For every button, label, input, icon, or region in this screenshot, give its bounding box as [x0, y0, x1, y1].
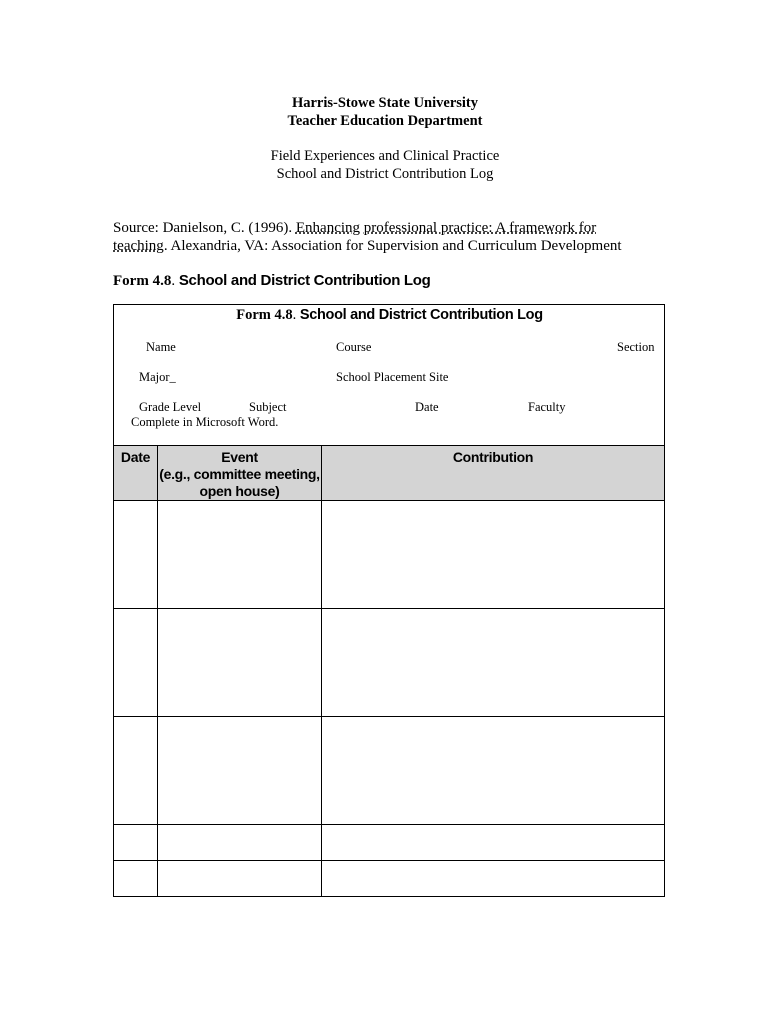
source-prefix: Source: Danielson, C. (1996). [113, 220, 296, 236]
source-line-2 [113, 237, 622, 255]
course-label[interactable]: Course [336, 340, 372, 354]
date-cell[interactable] [114, 717, 158, 825]
date-cell[interactable] [114, 825, 158, 861]
column-header-row [114, 446, 665, 501]
contribution-cell[interactable] [322, 501, 665, 609]
subject-label[interactable]: Subject [249, 400, 287, 414]
form-title-separator: . [292, 307, 300, 323]
form-title [114, 307, 665, 324]
form-heading-separator: . [171, 273, 179, 289]
faculty-label[interactable]: Faculty [528, 400, 566, 414]
event-cell[interactable] [158, 861, 322, 897]
info-cell [114, 305, 665, 446]
table-row [114, 609, 665, 717]
form-heading-number: Form 4.8 [113, 273, 172, 289]
source-suffix: . Alexandria, VA: Association for Supervision and Curriculum Development [163, 238, 622, 254]
subtitle-field-experiences: Field Experiences and Clinical Practice [270, 148, 500, 164]
event-header-line3: open house) [199, 483, 280, 499]
table-row [114, 717, 665, 825]
school-placement-site-label[interactable]: School Placement Site [336, 370, 449, 384]
date-cell[interactable] [114, 861, 158, 897]
event-header-line1: Event [221, 449, 258, 465]
department-name: Teacher Education Department [287, 113, 483, 129]
name-label[interactable]: Name [146, 340, 176, 354]
source-title-part2: teaching [113, 238, 164, 254]
table-row [114, 825, 665, 861]
event-column-header [158, 446, 322, 501]
date-cell[interactable] [114, 501, 158, 609]
table-row [114, 501, 665, 609]
form-title-number: Form 4.8 [236, 307, 293, 323]
source-title-part1: Enhancing professional practice: A framework for [295, 220, 597, 236]
event-cell[interactable] [158, 501, 322, 609]
date-cell[interactable] [114, 609, 158, 717]
grade-level-label[interactable]: Grade Level [139, 400, 202, 414]
contribution-column-header: Contribution [322, 446, 665, 501]
contribution-log-table [113, 304, 665, 897]
form-title-text: School and District Contribution Log [299, 307, 543, 323]
university-name: Harris-Stowe State University [291, 95, 479, 111]
contribution-cell[interactable] [322, 717, 665, 825]
event-cell[interactable] [158, 717, 322, 825]
contribution-cell[interactable] [322, 609, 665, 717]
event-header-line2: (e.g., committee meeting, [159, 466, 320, 482]
date-label[interactable]: Date [415, 400, 439, 414]
major-label[interactable]: Major_ [139, 370, 176, 384]
event-cell[interactable] [158, 825, 322, 861]
complete-in-word-note: Complete in Microsoft Word. [131, 415, 279, 429]
section-label[interactable]: Section [617, 340, 655, 354]
event-cell[interactable] [158, 609, 322, 717]
form-heading [113, 272, 431, 290]
subtitle-contribution-log: School and District Contribution Log [276, 166, 494, 182]
contribution-cell[interactable] [322, 825, 665, 861]
contribution-cell[interactable] [322, 861, 665, 897]
info-row [114, 305, 665, 446]
source-line-1 [113, 219, 596, 237]
date-column-header: Date [114, 446, 158, 501]
table-row [114, 861, 665, 897]
form-heading-title: School and District Contribution Log [178, 272, 431, 289]
